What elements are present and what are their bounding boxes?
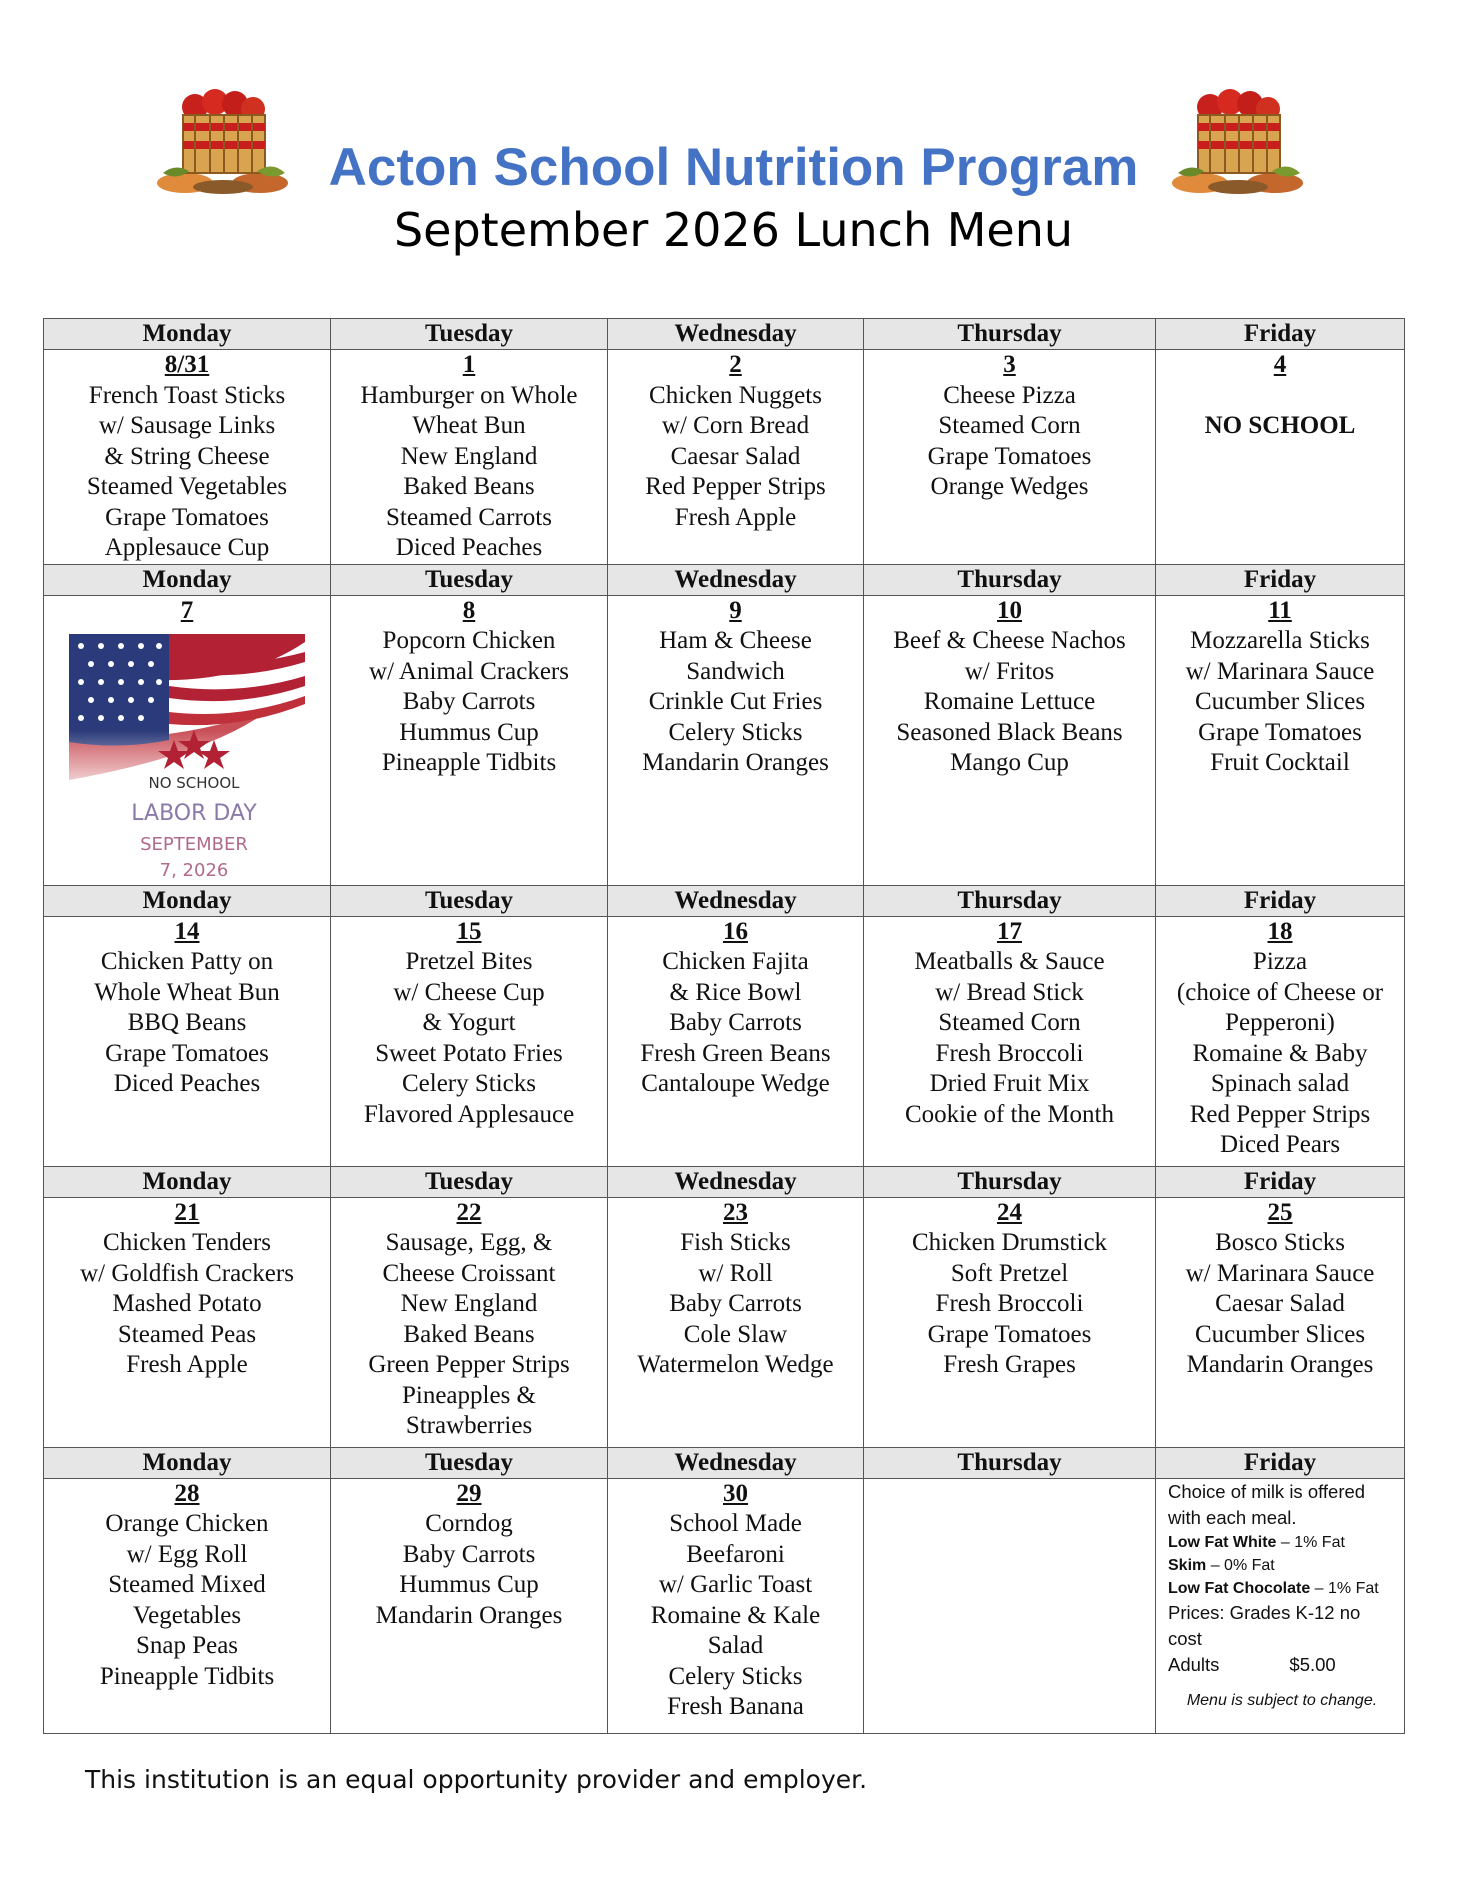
weekday-header: Monday <box>44 319 331 350</box>
weekday-header: Wednesday <box>608 319 864 350</box>
day-cell <box>864 1197 1156 1447</box>
weekday-header: Wednesday <box>608 564 864 595</box>
menu-item: & String Cheese <box>104 442 270 470</box>
menu-week-row <box>44 916 1405 1166</box>
day-number: 30 <box>723 1479 748 1507</box>
day-number: 2 <box>729 351 742 378</box>
milk-option <box>1168 1554 1396 1577</box>
menu-item: w/ Goldfish Crackers <box>80 1259 294 1287</box>
day-menu <box>1156 350 1404 441</box>
menu-item: Fresh Green Beans <box>640 1039 831 1067</box>
day-menu <box>1156 917 1404 1161</box>
day-menu <box>331 596 607 779</box>
no-school-note: NO SCHOOL <box>1204 411 1356 439</box>
menu-item: BBQ Beans <box>127 1009 247 1036</box>
day-cell <box>864 350 1156 565</box>
prices-line: Prices: Grades K-12 no <box>1168 1601 1361 1623</box>
menu-item: Fruit Cocktail <box>1210 749 1350 776</box>
day-cell <box>864 916 1156 1166</box>
day-number <box>864 1479 1155 1510</box>
menu-item: Baked Beans <box>403 1320 535 1348</box>
menu-item: Spinach salad <box>1210 1070 1350 1097</box>
milk-line: Choice of milk is offered <box>1168 1480 1366 1502</box>
day-number: 21 <box>174 1198 200 1226</box>
day-menu <box>608 917 863 1100</box>
day-number: 11 <box>1268 596 1292 624</box>
menu-item: Diced Peaches <box>113 1070 261 1097</box>
menu-item: Snap Peas <box>135 1632 239 1659</box>
menu-item: Baked Beans <box>403 473 535 500</box>
menu-item: Pretzel Bites <box>405 948 533 975</box>
menu-item: Sweet Potato Fries <box>375 1039 563 1067</box>
day-number: 15 <box>456 917 482 945</box>
menu-item: Pizza <box>1252 948 1308 975</box>
menu-item: Chicken Fajita <box>662 948 809 975</box>
menu-item: Fresh Apple <box>674 503 797 531</box>
day-number: 29 <box>456 1479 482 1507</box>
day-cell <box>608 916 864 1166</box>
day-number: 22 <box>456 1198 482 1226</box>
menu-item: Caesar Salad <box>670 442 801 470</box>
adults-price: $5.00 <box>1289 1653 1336 1675</box>
milk-option-label: Low Fat White <box>1168 1533 1277 1551</box>
menu-item: Cucumber Slices <box>1194 1320 1366 1348</box>
menu-item: Fresh Broccoli <box>935 1039 1084 1067</box>
menu-item: Beef & Cheese Nachos <box>893 627 1126 654</box>
weekday-header: Wednesday <box>608 885 864 916</box>
menu-item: w/ Roll <box>698 1259 773 1287</box>
day-menu <box>331 1198 607 1442</box>
menu-item: School Made <box>669 1510 802 1537</box>
menu-item: Wheat Bun <box>412 412 526 439</box>
milk-line: with each meal. <box>1168 1506 1297 1528</box>
menu-item: New England <box>400 442 538 470</box>
day-number: 16 <box>723 917 748 945</box>
day-menu <box>44 596 330 881</box>
day-menu <box>1156 596 1404 779</box>
weekday-header: Monday <box>44 564 331 595</box>
weekday-header: Monday <box>44 1447 331 1478</box>
weekday-header-row <box>44 1447 1405 1478</box>
weekday-header: Friday <box>1156 319 1405 350</box>
menu-item: Beefaroni <box>686 1540 785 1568</box>
menu-subtitle: September 2026 Lunch Menu <box>393 203 1074 257</box>
menu-week-row <box>44 595 1405 885</box>
prices-cost: cost <box>1168 1627 1202 1649</box>
day-number: 28 <box>174 1479 200 1507</box>
menu-item: Mozzarella Sticks <box>1190 627 1370 654</box>
day-menu <box>608 1479 863 1723</box>
menu-item: Orange Wedges <box>930 473 1089 500</box>
day-number: 9 <box>729 596 742 624</box>
weekday-header: Wednesday <box>608 1447 864 1478</box>
day-cell <box>331 916 608 1166</box>
labor-day-no-school: NO SCHOOL <box>148 774 240 792</box>
menu-item: Pineapple Tidbits <box>99 1662 275 1690</box>
weekday-header: Friday <box>1156 1166 1405 1197</box>
milk-option-value: – 0% Fat <box>1206 1556 1275 1574</box>
menu-item: Hummus Cup <box>399 718 539 746</box>
adults-label: Adults <box>1168 1653 1220 1675</box>
menu-item: Fresh Broccoli <box>935 1290 1084 1317</box>
milk-option <box>1168 1577 1396 1600</box>
menu-item: Pineapples & <box>401 1381 536 1409</box>
menu-item: Pineapple Tidbits <box>381 749 557 776</box>
menu-item: Steamed Corn <box>938 1009 1081 1036</box>
menu-item: Ham & Cheese <box>659 627 812 654</box>
program-title: Acton School Nutrition Program <box>328 138 1139 197</box>
menu-item: Mashed Potato <box>112 1290 262 1317</box>
milk-and-prices-info <box>1156 1479 1404 1714</box>
adults-price-line <box>1168 1652 1396 1678</box>
weekday-header: Friday <box>1156 1447 1405 1478</box>
weekday-header: Tuesday <box>331 885 608 916</box>
menu-item: Strawberries <box>405 1412 533 1439</box>
menu-item: Cantaloupe Wedge <box>641 1070 830 1097</box>
milk-option-label: Skim <box>1168 1556 1207 1574</box>
menu-item: Popcorn Chicken <box>382 627 556 654</box>
weekday-header: Wednesday <box>608 1166 864 1197</box>
menu-item: Sandwich <box>686 657 785 685</box>
menu-item: Corndog <box>425 1510 513 1537</box>
weekday-header: Thursday <box>864 1166 1156 1197</box>
day-number: 4 <box>1273 351 1287 378</box>
american-flag-icon <box>69 630 305 880</box>
labor-day-month: SEPTEMBER <box>140 834 248 855</box>
weekday-header: Thursday <box>864 319 1156 350</box>
milk-option-value: – 1% Fat <box>1310 1579 1379 1597</box>
menu-item: Orange Chicken <box>105 1510 269 1537</box>
day-menu <box>44 1198 330 1381</box>
day-cell <box>44 1197 331 1447</box>
menu-item: Soft Pretzel <box>950 1259 1069 1287</box>
day-cell <box>1156 1197 1405 1447</box>
menu-item: Applesauce Cup <box>104 534 270 561</box>
weekday-header: Friday <box>1156 885 1405 916</box>
day-cell <box>864 1478 1156 1733</box>
day-menu <box>331 1479 607 1632</box>
menu-item: New England <box>400 1290 538 1317</box>
menu-item: Romaine & Baby <box>1192 1039 1368 1067</box>
day-menu <box>44 350 330 564</box>
day-cell <box>1156 916 1405 1166</box>
menu-item: Mandarin Oranges <box>1186 1351 1374 1378</box>
menu-item: Cucumber Slices <box>1194 688 1366 715</box>
menu-item: Cookie of the Month <box>904 1100 1114 1128</box>
page-header <box>0 0 1467 300</box>
weekday-header: Tuesday <box>331 1447 608 1478</box>
menu-item: Baby Carrots <box>669 1009 802 1036</box>
labor-day-title: LABOR DAY <box>131 801 257 826</box>
day-cell <box>331 1478 608 1733</box>
menu-item: Baby Carrots <box>669 1290 802 1317</box>
labor-day-date: 7, 2026 <box>159 860 229 880</box>
day-number: 23 <box>723 1198 748 1226</box>
menu-item: Hummus Cup <box>399 1571 539 1598</box>
menu-item: Salad <box>707 1632 764 1659</box>
day-number: 18 <box>1267 917 1293 945</box>
weekday-header: Thursday <box>864 564 1156 595</box>
menu-item: w/ Bread Stick <box>935 978 1084 1006</box>
menu-item: w/ Animal Crackers <box>369 657 569 685</box>
menu-item: (choice of Cheese or <box>1176 978 1384 1006</box>
day-cell <box>1156 595 1405 885</box>
menu-item: Steamed Mixed <box>108 1571 266 1598</box>
day-number: 1 <box>462 351 476 378</box>
day-menu <box>1156 1198 1404 1381</box>
day-cell <box>331 595 608 885</box>
day-menu <box>864 1198 1155 1381</box>
weekday-header-row <box>44 885 1405 916</box>
menu-item: w/ Marinara Sauce <box>1185 657 1375 685</box>
menu-item: Fresh Banana <box>667 1693 804 1720</box>
menu-item: Red Pepper Strips <box>1189 1100 1371 1128</box>
day-menu <box>44 917 330 1100</box>
menu-item: Sausage, Egg, & <box>385 1229 553 1256</box>
menu-item: Mandarin Oranges <box>375 1601 563 1629</box>
menu-item: w/ Garlic Toast <box>658 1571 813 1598</box>
weekday-header-row <box>44 564 1405 595</box>
menu-item: Fresh Grapes <box>943 1351 1076 1378</box>
menu-week-row <box>44 1197 1405 1447</box>
day-cell <box>608 350 864 565</box>
menu-item: Cole Slaw <box>683 1320 788 1348</box>
menu-item: Cheese Pizza <box>943 381 1076 409</box>
menu-item: Dried Fruit Mix <box>929 1070 1090 1097</box>
day-menu <box>608 596 863 779</box>
day-menu <box>864 1479 1155 1510</box>
menu-item: Grape Tomatoes <box>1198 718 1362 746</box>
milk-option-value: – 1% Fat <box>1276 1533 1345 1551</box>
menu-item: w/ Marinara Sauce <box>1185 1259 1375 1287</box>
day-cell <box>864 595 1156 885</box>
menu-item: w/ Egg Roll <box>126 1540 248 1568</box>
day-menu <box>864 350 1155 503</box>
menu-item: Fresh Apple <box>126 1351 248 1378</box>
labor-day-graphic <box>44 626 330 880</box>
menu-item: Romaine & Kale <box>650 1601 821 1629</box>
day-number: 17 <box>997 917 1022 945</box>
lunch-menu-table <box>43 318 1405 1734</box>
menu-week-row <box>44 350 1405 565</box>
weekday-header-row <box>44 1166 1405 1197</box>
weekday-header: Tuesday <box>331 1166 608 1197</box>
day-menu <box>331 917 607 1131</box>
menu-item: Flavored Applesauce <box>363 1100 575 1128</box>
menu-item: Baby Carrots <box>402 1540 536 1568</box>
menu-item: Romaine Lettuce <box>923 688 1096 715</box>
menu-item: Mango Cup <box>950 749 1069 776</box>
day-menu <box>608 350 863 533</box>
day-number: 7 <box>180 596 194 624</box>
menu-item: Steamed Peas <box>117 1320 257 1348</box>
menu-change-note: Menu is subject to change. <box>1186 1691 1378 1709</box>
weekday-header: Friday <box>1156 564 1405 595</box>
menu-item: Celery Sticks <box>668 1662 803 1690</box>
day-menu <box>331 350 607 564</box>
weekday-header-row <box>44 319 1405 350</box>
equal-opportunity-statement: This institution is an equal opportunity provider and employer. <box>85 1765 868 1794</box>
menu-item: Crinkle Cut Fries <box>648 688 823 715</box>
menu-item: Chicken Nuggets <box>649 381 822 409</box>
weekday-header: Thursday <box>864 885 1156 916</box>
day-menu <box>44 1479 330 1693</box>
menu-item: Celery Sticks <box>668 718 803 746</box>
day-cell <box>331 350 608 565</box>
menu-item: Hamburger on Whole <box>360 381 578 409</box>
day-cell <box>1156 1478 1405 1733</box>
menu-item: Green Pepper Strips <box>368 1351 570 1378</box>
menu-item: Diced Peaches <box>395 534 543 561</box>
menu-item: Mandarin Oranges <box>642 749 829 776</box>
menu-item: Red Pepper Strips <box>645 473 826 500</box>
menu-item: Grape Tomatoes <box>927 442 1092 470</box>
weekday-header: Thursday <box>864 1447 1156 1478</box>
menu-item: Seasoned Black Beans <box>896 718 1123 746</box>
day-number: 10 <box>997 596 1022 624</box>
day-number: 3 <box>1003 351 1016 378</box>
day-number: 25 <box>1267 1198 1293 1226</box>
weekday-header: Tuesday <box>331 564 608 595</box>
menu-item: & Rice Bowl <box>669 978 802 1006</box>
menu-item: Chicken Patty on <box>100 948 274 975</box>
menu-item: Steamed Vegetables <box>86 473 288 500</box>
day-cell <box>44 916 331 1166</box>
milk-option-label: Low Fat Chocolate <box>1168 1579 1311 1597</box>
day-menu <box>864 596 1155 779</box>
day-menu <box>864 917 1155 1131</box>
day-number: 8 <box>462 596 476 624</box>
menu-item: Celery Sticks <box>401 1070 536 1097</box>
menu-item: Baby Carrots <box>402 688 536 715</box>
day-cell <box>44 595 331 885</box>
menu-item: Pepperoni) <box>1225 1009 1335 1036</box>
menu-item: Cheese Croissant <box>382 1259 556 1287</box>
day-cell <box>608 595 864 885</box>
day-cell <box>608 1478 864 1733</box>
menu-item: Diced Pears <box>1219 1131 1341 1158</box>
day-cell <box>44 350 331 565</box>
menu-item: w/ Corn Bread <box>661 412 810 439</box>
menu-item: Chicken Tenders <box>103 1229 271 1256</box>
menu-item: Grape Tomatoes <box>105 1039 269 1067</box>
menu-item: Grape Tomatoes <box>927 1320 1092 1348</box>
menu-item: Fish Sticks <box>680 1229 791 1256</box>
day-number: 14 <box>174 917 200 945</box>
day-number: 24 <box>997 1198 1022 1226</box>
menu-item: Meatballs & Sauce <box>914 948 1105 975</box>
day-cell <box>331 1197 608 1447</box>
weekday-header: Monday <box>44 1166 331 1197</box>
menu-item: Caesar Salad <box>1215 1290 1345 1317</box>
menu-item: Whole Wheat Bun <box>94 978 280 1006</box>
day-menu <box>608 1198 863 1381</box>
menu-item: Bosco Sticks <box>1215 1229 1345 1256</box>
menu-item: & Yogurt <box>422 1009 516 1036</box>
menu-item: Vegetables <box>132 1601 242 1629</box>
menu-item: French Toast Sticks <box>88 381 286 409</box>
weekday-header: Monday <box>44 885 331 916</box>
weekday-header: Tuesday <box>331 319 608 350</box>
milk-option <box>1168 1531 1396 1554</box>
menu-item: Watermelon Wedge <box>637 1351 834 1378</box>
menu-item: Steamed Carrots <box>386 503 552 531</box>
day-cell <box>608 1197 864 1447</box>
menu-item: w/ Sausage Links <box>98 412 276 439</box>
day-number: 8/31 <box>164 351 210 378</box>
menu-item: w/ Fritos <box>964 657 1055 685</box>
menu-item: w/ Cheese Cup <box>393 978 545 1006</box>
menu-week-row <box>44 1478 1405 1733</box>
day-cell <box>44 1478 331 1733</box>
day-cell <box>1156 350 1405 565</box>
menu-item: Chicken Drumstick <box>911 1229 1108 1256</box>
menu-item: Steamed Corn <box>938 412 1081 439</box>
menu-item: Grape Tomatoes <box>105 503 269 531</box>
